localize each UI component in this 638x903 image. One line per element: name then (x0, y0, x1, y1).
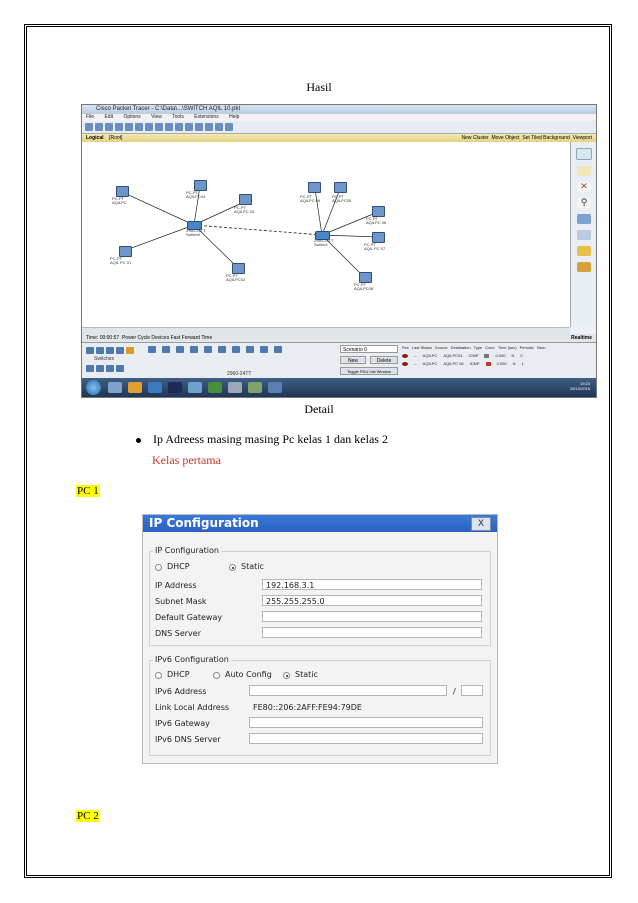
ip-configuration-window (142, 514, 498, 764)
wireless-category-icon[interactable] (116, 347, 124, 354)
windows-taskbar (82, 378, 596, 397)
pc2-label: PC 2 (77, 810, 99, 822)
custom-devices-icon[interactable] (106, 365, 114, 372)
select-icon[interactable] (576, 148, 592, 160)
device-list-label: 2960-24TT (227, 371, 252, 377)
switch-model-icon[interactable] (232, 346, 240, 353)
topology-canvas[interactable] (82, 142, 570, 327)
start-button-icon[interactable] (86, 380, 101, 395)
kelas-pertama-label: Kelas pertama (152, 453, 221, 467)
link-local-label: Link Local Address (155, 703, 230, 712)
pt-toolbar (82, 121, 596, 134)
ip-config-title-bar (143, 515, 497, 532)
workspace-root: [Root] (109, 135, 123, 141)
dns-server-label: DNS Server (155, 629, 201, 638)
zoom-out-icon[interactable] (205, 123, 213, 131)
multiuser-icon[interactable] (116, 365, 124, 372)
bullet-text: Ip Adreess masing masing Pc kelas 1 dan kelas 2 (153, 432, 388, 446)
device-label: PC-PT AQILPC04 (186, 190, 206, 199)
app-icon[interactable] (188, 382, 202, 393)
ipv6-dhcp-label: DHCP (167, 670, 190, 679)
inspect-icon[interactable]: ⚲ (577, 198, 591, 208)
toggle-pdu-button[interactable]: Toggle PDU List Window (340, 367, 398, 375)
pt-menu-bar (82, 114, 596, 121)
switch-category-icon[interactable] (96, 347, 104, 354)
app-icon[interactable] (228, 382, 242, 393)
resize-icon[interactable] (577, 230, 591, 240)
zoom-reset-icon[interactable] (195, 123, 203, 131)
router-category-icon[interactable] (86, 347, 94, 354)
color-swatch (484, 354, 489, 358)
delete-scenario-button[interactable]: Delete (370, 356, 398, 364)
photoshop-icon[interactable] (168, 382, 182, 393)
network-info-icon[interactable] (135, 123, 143, 131)
delete-icon[interactable]: ✕ (577, 182, 591, 192)
explorer-icon[interactable] (108, 382, 122, 393)
link-local-value: FE80::206:2AFF:FE94:79DE (253, 703, 362, 712)
ipv6-address-field[interactable] (249, 685, 447, 696)
pt-common-tools (570, 142, 597, 327)
device-label: PC-PT AQIL PC 07 (364, 242, 386, 251)
ipv6-address-label: IPv6 Address (155, 687, 207, 696)
ipv6-dns-label: IPv6 DNS Server (155, 735, 221, 744)
app-icon[interactable] (268, 382, 282, 393)
prefix-slash: / (453, 687, 456, 696)
palette-icon[interactable] (215, 123, 223, 131)
switch-model-icon[interactable] (246, 346, 254, 353)
pt-menu-edit[interactable]: Edit (104, 114, 114, 120)
device-label: PC-PT AQILPC02 (226, 273, 246, 282)
pdu-table (402, 345, 594, 366)
packet-tracer-screenshot (81, 104, 597, 398)
hub-category-icon[interactable] (106, 347, 114, 354)
pt-menu-file[interactable]: File (86, 114, 95, 120)
new-scenario-button[interactable]: New (340, 356, 366, 364)
subnet-mask-field[interactable]: 255.255.255.0 (262, 595, 482, 606)
print-icon[interactable] (115, 123, 123, 131)
workspace-logical[interactable]: Logical (86, 135, 104, 141)
subnet-mask-label: Subnet Mask (155, 597, 207, 606)
switch-model-icon[interactable] (190, 346, 198, 353)
new-cluster-button[interactable]: New Cluster (461, 135, 489, 141)
app-icon[interactable] (208, 382, 222, 393)
ipv6-dns-field[interactable] (249, 733, 483, 744)
category-label: Switches (94, 356, 115, 362)
wizard-icon[interactable] (125, 123, 133, 131)
pc-icon[interactable] (239, 194, 252, 205)
pt-workspace-bar (82, 134, 596, 142)
fire-icon (402, 354, 408, 358)
bullet-icon (136, 438, 141, 443)
static-radio[interactable] (229, 564, 236, 571)
switch-model-icon[interactable] (218, 346, 226, 353)
default-gateway-field[interactable] (262, 611, 482, 622)
connections-category-icon[interactable] (126, 347, 134, 354)
switch-label: 2960-24TT Switch1 (314, 238, 334, 247)
save-icon[interactable] (105, 123, 113, 131)
open-file-icon[interactable] (95, 123, 103, 131)
tiled-background-button[interactable]: Set Tiled Background (522, 135, 570, 141)
power-cycle-link[interactable]: Power Cycle Devices Fast Forward Time (121, 335, 213, 341)
redo-icon[interactable] (175, 123, 183, 131)
pt-menu-tools[interactable]: Tools (172, 114, 184, 120)
custom-device-icon[interactable] (225, 123, 233, 131)
ipv6-dhcp-radio[interactable] (155, 672, 162, 679)
ipv6-legend: IPv6 Configuration (155, 655, 229, 664)
switch-model-icon[interactable] (176, 346, 184, 353)
status-time: Time: 00:00:57 (86, 335, 120, 341)
zoom-in-icon[interactable] (185, 123, 193, 131)
ipv4-legend: IP Configuration (155, 546, 219, 555)
pdu-header-row: Fire Last Status Source Destination Type Color Time (sec) Periodic Num (402, 345, 546, 350)
complex-pdu-icon[interactable] (577, 262, 591, 272)
link (322, 235, 378, 237)
ipv6-auto-config-label: Auto Config (225, 670, 272, 679)
ipv6-prefix-field[interactable] (461, 685, 483, 696)
device-label: PC-PT AQILPC (112, 196, 127, 205)
ipv6-static-label: Static (295, 670, 318, 679)
device-label: PC-PT AQIL PC 01 (110, 256, 132, 265)
pt-menu-options[interactable]: Options (123, 114, 141, 120)
pt-device-panel (82, 342, 596, 379)
folder-icon[interactable] (128, 382, 142, 393)
color-swatch (486, 362, 491, 366)
device-label: PC-PT AQILPC05 (332, 194, 352, 203)
device-label: PC-PT AQILPC 09 (300, 194, 321, 203)
viewport-button[interactable]: Viewport (572, 135, 592, 141)
pt-menu-view[interactable]: View (151, 114, 162, 120)
scenario-select[interactable]: Scenario 0 (340, 345, 398, 353)
fire-icon (402, 362, 408, 366)
move-object-button[interactable]: Move Object (491, 135, 520, 141)
copy-icon[interactable] (145, 123, 153, 131)
switch-model-icon[interactable] (204, 346, 212, 353)
device-label: PC-PT AQILPC 03 (234, 205, 255, 214)
hasil-heading: Hasil (306, 80, 332, 94)
draw-icon[interactable] (577, 214, 591, 224)
pt-title-bar: Cisco Packet Tracer - C:\Data\...\SWITCH AQIL 10.pkt (82, 105, 596, 114)
switch-model-icon[interactable] (148, 346, 156, 353)
pdu-row[interactable]: -- AQILPC AQILPC 06 ICMP 0.000 N 1 (402, 361, 594, 366)
link (122, 192, 194, 225)
simple-pdu-icon[interactable] (577, 246, 591, 256)
close-button[interactable]: X (471, 517, 491, 531)
pc1-label: PC 1 (77, 485, 99, 497)
ip-address-field[interactable]: 192.168.3.1 (262, 579, 482, 590)
switch-model-icon[interactable] (274, 346, 282, 353)
device-label: PC-PT AQILPC 06 (366, 216, 387, 225)
ip-address-label: IP Address (155, 581, 197, 590)
pdu-row[interactable]: -- AQILPC AQILPC04 ICMP 0.000 N 0 (402, 353, 594, 358)
ipv6-auto-config-radio[interactable] (213, 672, 220, 679)
dhcp-label: DHCP (167, 562, 190, 571)
device-label: PC-PT AQILPC08 (354, 282, 374, 291)
dhcp-radio[interactable] (155, 564, 162, 571)
ipv6-static-radio[interactable] (283, 672, 290, 679)
media-player-icon[interactable] (148, 382, 162, 393)
dns-server-field[interactable] (262, 627, 482, 638)
note-icon[interactable] (577, 166, 591, 176)
ipv6-gateway-label: IPv6 Gateway (155, 719, 210, 728)
pt-status-bar (82, 334, 596, 342)
default-gateway-label: Default Gateway (155, 613, 223, 622)
taskbar-clock: 19:23 26/10/2016 (569, 381, 590, 391)
pt-menu-extensions[interactable]: Extensions (194, 114, 219, 120)
packet-tracer-taskbar-icon[interactable] (248, 382, 262, 393)
switch-model-icon[interactable] (162, 346, 170, 353)
new-file-icon[interactable] (85, 123, 93, 131)
detail-heading: Detail (304, 402, 334, 416)
ip-config-title: IP Configuration (149, 516, 259, 530)
paste-icon[interactable] (155, 123, 163, 131)
pt-menu-help[interactable]: Help (229, 114, 240, 120)
link (126, 225, 194, 250)
switch-trunk-link (194, 225, 322, 235)
realtime-mode[interactable]: Realtime (571, 335, 592, 341)
pc-icon[interactable] (308, 182, 321, 193)
canvas-scrollbar[interactable] (82, 327, 570, 334)
wan-emulation-icon[interactable] (96, 365, 104, 372)
switch-model-icon[interactable] (260, 346, 268, 353)
pc-icon[interactable] (334, 182, 347, 193)
undo-icon[interactable] (165, 123, 173, 131)
ipv6-gateway-field[interactable] (249, 717, 483, 728)
switch-label: 2960-24TT Switch0 (186, 228, 206, 237)
static-label: Static (241, 562, 264, 571)
end-devices-icon[interactable] (86, 365, 94, 372)
